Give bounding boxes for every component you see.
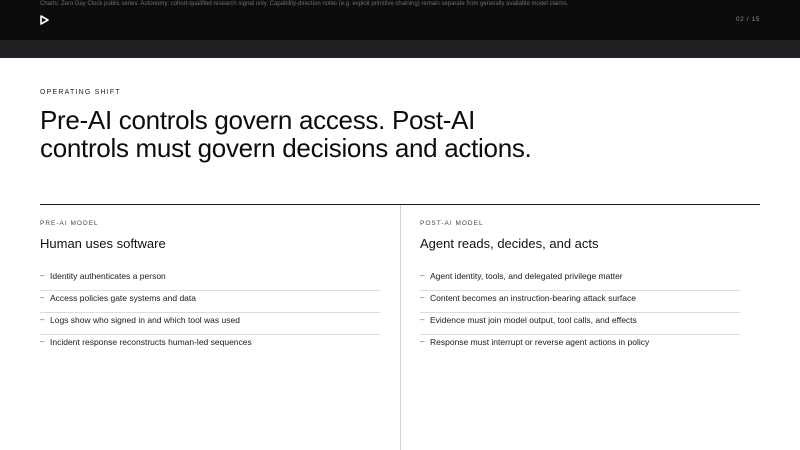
section-eyebrow: OPERATING SHIFT bbox=[40, 89, 121, 96]
source-note: Charts: Zero Day Clock public series. Autonomy: cohort-qualified research signal only. Capability-direction notes (e.g. exploit primitive chaining) remain separate from generally available model claims. bbox=[40, 1, 569, 7]
list-item bbox=[420, 269, 740, 291]
list-item bbox=[40, 269, 380, 291]
list-item bbox=[40, 313, 380, 335]
top-bar-strip bbox=[0, 40, 800, 58]
dash-bullet-icon: – bbox=[420, 271, 425, 280]
list-item-text: Agent identity, tools, and delegated privilege matter bbox=[430, 271, 623, 281]
dash-bullet-icon: – bbox=[40, 315, 45, 324]
list-item-text: Logs show who signed in and which tool was used bbox=[50, 315, 240, 325]
list-item-text: Content becomes an instruction-bearing attack surface bbox=[430, 293, 637, 303]
list-item-text: Response must interrupt or reverse agent actions in policy bbox=[430, 337, 650, 347]
list-item bbox=[40, 335, 380, 357]
column-title: Agent reads, decides, and acts bbox=[420, 236, 599, 251]
item-list bbox=[420, 269, 740, 357]
dash-bullet-icon: – bbox=[40, 271, 45, 280]
list-item bbox=[420, 291, 740, 313]
slide-headline: Pre-AI controls govern access. Post-AI controls must govern decisions and actions. bbox=[40, 105, 532, 163]
top-bar bbox=[0, 0, 800, 40]
dash-bullet-icon: – bbox=[420, 337, 425, 346]
dash-bullet-icon: – bbox=[420, 293, 425, 302]
list-item-text: Incident response reconstructs human-led sequences bbox=[50, 337, 252, 347]
list-item bbox=[40, 291, 380, 313]
divider-vertical bbox=[400, 205, 401, 450]
post-ai-column bbox=[420, 220, 740, 357]
column-eyebrow: POST-AI MODEL bbox=[420, 220, 484, 227]
play-triangle-icon bbox=[40, 15, 49, 25]
pre-ai-column bbox=[40, 220, 380, 357]
list-item-text: Access policies gate systems and data bbox=[50, 293, 196, 303]
dash-bullet-icon: – bbox=[40, 293, 45, 302]
item-list bbox=[40, 269, 380, 357]
dash-bullet-icon: – bbox=[420, 315, 425, 324]
page-counter: 02 / 15 bbox=[735, 16, 760, 23]
column-eyebrow: PRE-AI MODEL bbox=[40, 220, 99, 227]
list-item-text: Identity authenticates a person bbox=[50, 271, 166, 281]
list-item bbox=[420, 313, 740, 335]
list-item bbox=[420, 335, 740, 357]
dash-bullet-icon: – bbox=[40, 337, 45, 346]
column-title: Human uses software bbox=[40, 236, 166, 251]
list-item-text: Evidence must join model output, tool calls, and effects bbox=[430, 315, 637, 325]
